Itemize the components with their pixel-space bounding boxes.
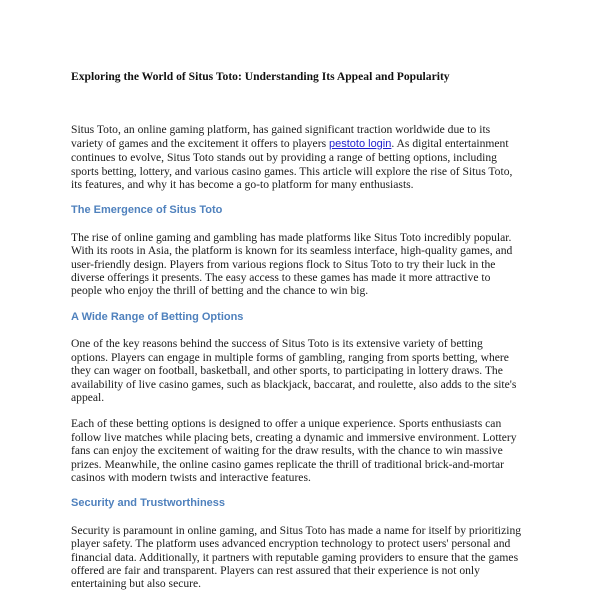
text-line: fans can enjoy the excitement of waiting for the draw results, with the chance to win massive [71,444,503,458]
text-line: One of the key reasons behind the success of Situs Toto is its extensive variety of betting [71,337,483,351]
text-line: Each of these betting options is designed to offer a unique experience. Sports enthusiasts can [71,417,502,431]
section-heading-betting-options: A Wide Range of Betting Options [71,310,244,323]
spacer [71,511,541,524]
text-line: follow live matches while placing bets, creating a dynamic and immersive environment. Lottery [71,430,517,444]
text-segment: . As digital entertainment [391,136,509,150]
text-line: availability of live casino games, such as blackjack, baccarat, and roulette, also adds to the site's [71,377,517,391]
text-line: With its roots in Asia, the platform is known for its seamless interface, high-quality games, and [71,244,513,258]
text-line: player safety. The platform uses advanced encryption technology to protect users' personal and [71,537,511,551]
spacer [71,218,541,231]
text-line: Security is paramount in online gaming, and Situs Toto has made a name for itself by prioritizing [71,523,522,537]
text-line: people who enjoy the thrill of betting and the chance to win big. [71,284,369,298]
security-paragraph [71,524,541,591]
text-line: prizes. Meanwhile, the online casino games replicate the thrill of traditional brick-and-mortar [71,457,504,471]
text-line-with-link [71,137,541,151]
text-segment: variety of games and the excitement it offers to players [71,136,329,150]
text-line: offered are fair and transparent. Players can rest assured that their experience is not only [71,563,480,577]
spacer [71,484,541,497]
document-page [71,70,541,591]
text-line: Situs Toto, an online gaming platform, has gained significant traction worldwide due to its [71,123,491,137]
emergence-paragraph [71,231,541,298]
text-line: appeal. [71,390,105,404]
spacer [71,191,541,204]
section-heading-security: Security and Trustworthiness [71,497,226,510]
text-line: they can wager on football, basketball, and other sports, to participating in lottery draws. The [71,364,503,378]
text-line: entertaining but also secure. [71,577,202,591]
betting-options-paragraph-1 [71,337,541,404]
text-line: sports betting, lottery, and various casino games. This article will explore the rise of Situs Toto, [71,164,513,178]
section-heading-emergence: The Emergence of Situs Toto [71,204,223,217]
text-line: The rise of online gaming and gambling has made platforms like Situs Toto incredibly popular. [71,230,512,244]
betting-options-paragraph-2 [71,417,541,484]
pestoto-login-link[interactable]: pestoto login [328,137,392,150]
text-line: options. Players can engage in multiple forms of gambling, ranging from sports betting, where [71,350,509,364]
spacer [71,298,541,311]
spacer [71,324,541,337]
intro-paragraph [71,123,541,191]
text-line: diverse offerings it presents. The easy access to these games has made it more attractive to [71,271,491,285]
text-line: its features, and why it has become a go-to platform for many enthusiasts. [71,178,414,192]
text-line: financial data. Additionally, it partners with reputable gaming providers to ensure that the games [71,550,519,564]
document-title: Exploring the World of Situs Toto: Understanding Its Appeal and Popularity [71,70,450,83]
text-line: user-friendly design. Players from various regions flock to Situs Toto to try their luck in the [71,257,496,271]
spacer [71,83,541,123]
spacer [71,404,541,417]
text-line: continues to evolve, Situs Toto stands out by providing a range of betting options, including [71,151,497,165]
text-line: casinos with modern twists and interactive features. [71,470,311,484]
